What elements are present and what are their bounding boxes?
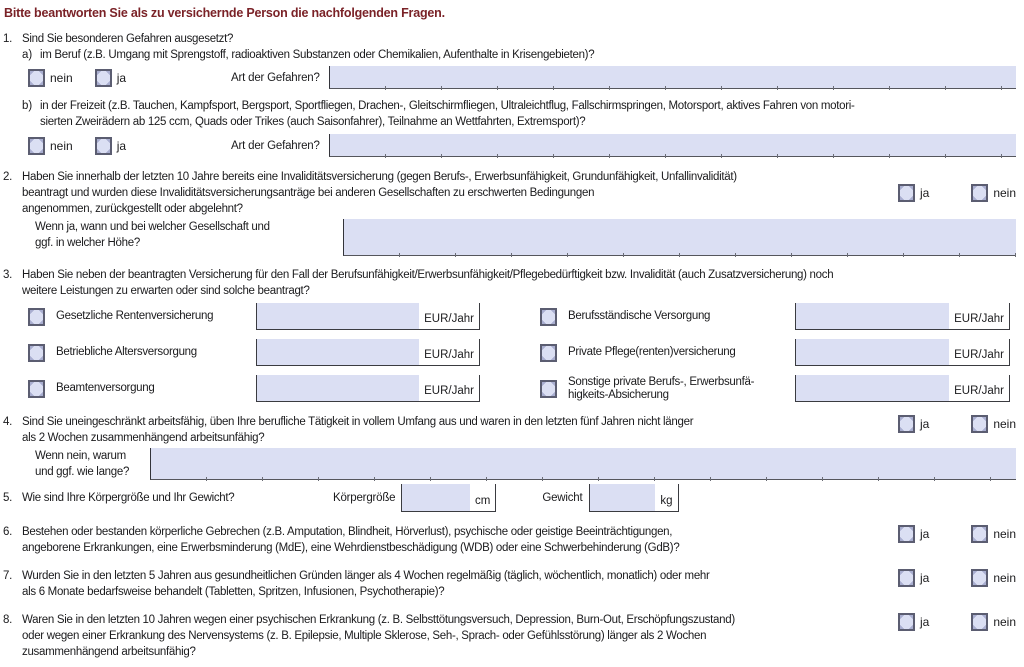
q3-beamtenversorgung-unit: EUR/Jahr: [424, 385, 474, 397]
question-7: [3, 568, 1016, 600]
question-8: [3, 612, 1016, 660]
question-1a: [22, 47, 1016, 63]
question-3-number: 3.: [3, 269, 12, 281]
q4-nein-option: [971, 415, 1016, 433]
q1a-gefahren-input[interactable]: [329, 66, 1016, 89]
q3-sonstige-absicherung-unit: EUR/Jahr: [954, 385, 1004, 397]
q2-nein-option: [971, 184, 1016, 202]
question-6: [3, 524, 1016, 556]
q3-sonstige-absicherung-field: [795, 375, 1010, 402]
q3-berufsstaendische-versorgung-field: [795, 303, 1010, 330]
q3-item-private-pflegeversicherung: [540, 339, 1010, 366]
q1a-ja-option: [95, 69, 126, 87]
question-1b-number: b): [22, 100, 33, 112]
q3-private-pflegeversicherung-checkbox[interactable]: [540, 344, 557, 362]
q4-wenn-nein-input[interactable]: [150, 448, 1016, 480]
q4-ja-label: ja: [920, 417, 930, 431]
gewicht-field: [589, 484, 679, 512]
q3-beamtenversorgung-label: Beamtenversorgung: [56, 382, 155, 394]
q6-nein-label: nein: [993, 527, 1016, 541]
koerpergroesse-label: Körpergröße: [333, 492, 396, 504]
q1b-ja-label: ja: [116, 138, 127, 153]
q7-janein-group: [898, 569, 1016, 587]
question-5-text: Wie sind Ihre Körpergröße und Ihr Gewicht?: [22, 492, 235, 504]
q3-sonstige-absicherung-input[interactable]: [796, 375, 949, 401]
q6-nein-option: [971, 525, 1016, 543]
question-6-number: 6.: [3, 526, 12, 538]
question-2: [3, 169, 1016, 217]
question-1b-text: in der Freizeit (z.B. Tauchen, Kampfsport, Bergsport, Sportfliegen, Drachen-, Gleitschirmfliegen, Ultraleichtflug, Fallschirmspringen, Motorsport, aktives Fahren von motori- sierten Zweirädern ab 125 ccm, Quads oder Trikes (auch Saisonfahrer), Teilnahme an Wettfahrten, Extremsport)?: [40, 100, 855, 128]
question-6-text: Bestehen oder bestanden körperliche Gebrechen (z.B. Amputation, Blindheit, Hörverlust), psychische oder geistige Beeinträchtigungen, angeborene Erkrankungen, eine Erwerbsminderung (MdE), eine Wehrdienstbeschädigung (WDB) oder eine Schwerbehinderung (GdB)?: [22, 526, 680, 554]
q2-wenn-ja-label: Wenn ja, wann und bei welcher Gesellschaft und ggf. in welcher Höhe?: [35, 221, 270, 249]
q3-betriebliche-altersversorgung-field: [256, 339, 480, 366]
question-3: [3, 267, 1016, 299]
gewicht-label: Gewicht: [542, 492, 583, 504]
question-4-text: Sind Sie uneingeschränkt arbeitsfähig, üben Ihre berufliche Tätigkeit in vollem Umfang aus und waren in den letzten fünf Jahren nicht länger als 2 Wochen zusammenhängend arbeitsunfähig?: [22, 416, 694, 444]
question-7-text: Wurden Sie in den letzten 5 Jahren aus gesundheitlichen Gründen länger als 4 Wochen regelmäßig (täglich, wöchentlich, monatlich) oder mehr als 6 Monate bedarfsweise behandelt (Tabletten, Spritzen, Infusionen, Psychotherapie)?: [22, 570, 710, 598]
question-3-text: Haben Sie neben der beantragten Versicherung für den Fall der Berufsunfähigkeit/Erwerbsunfähigkeit/Pflegebedürftigkeit bzw. Invalidität (auch Zusatzversicherung) noch weitere Leistungen zu erwarten oder sind solche beantragt?: [22, 269, 834, 297]
q1b-gefahren-input[interactable]: [329, 134, 1016, 157]
q4-wenn-nein-row: [35, 448, 1016, 480]
q3-gesetzliche-rentenversicherung-label: Gesetzliche Rentenversicherung: [56, 310, 214, 322]
q3-betriebliche-altersversorgung-unit: EUR/Jahr: [424, 349, 474, 361]
q1a-nein-checkbox[interactable]: [28, 69, 45, 87]
q3-private-pflegeversicherung-field: [795, 339, 1010, 366]
q1b-nein-option: [28, 137, 73, 155]
question-5-number: 5.: [3, 492, 12, 504]
question-8-number: 8.: [3, 614, 12, 626]
q1a-ja-checkbox[interactable]: [95, 69, 112, 87]
question-5: [3, 483, 1016, 513]
q3-private-pflegeversicherung-input[interactable]: [796, 339, 949, 365]
q3-gesetzliche-rentenversicherung-input[interactable]: [257, 303, 419, 329]
q3-berufsstaendische-versorgung-checkbox[interactable]: [540, 308, 557, 326]
q3-item-gesetzliche-rentenversicherung: [28, 303, 480, 330]
question-1b-answer-row: [28, 134, 1016, 157]
q8-nein-option: [971, 613, 1016, 631]
q3-private-pflegeversicherung-unit: EUR/Jahr: [954, 349, 1004, 361]
q4-ja-checkbox[interactable]: [898, 415, 915, 433]
question-1a-answer-row: [28, 66, 1016, 89]
question-1a-number: a): [22, 49, 33, 61]
gewicht-input[interactable]: [590, 484, 656, 511]
q6-nein-checkbox[interactable]: [971, 525, 988, 543]
question-1-number: 1.: [3, 33, 12, 45]
q1a-ja-label: ja: [116, 70, 127, 85]
q3-item-betriebliche-altersversorgung: [28, 339, 480, 366]
q8-ja-option: [898, 613, 929, 631]
question-7-number: 7.: [3, 570, 12, 582]
q3-betriebliche-altersversorgung-input[interactable]: [257, 339, 419, 365]
q1b-nein-checkbox[interactable]: [28, 137, 45, 155]
q2-ja-label: ja: [920, 186, 930, 200]
q4-nein-checkbox[interactable]: [971, 415, 988, 433]
question-2-number: 2.: [3, 171, 12, 183]
q4-wenn-nein-label: Wenn nein, warum und ggf. wie lange?: [35, 450, 130, 478]
q8-ja-label: ja: [920, 615, 930, 629]
question-1-text: Sind Sie besonderen Gefahren ausgesetzt?: [22, 33, 234, 45]
q6-ja-checkbox[interactable]: [898, 525, 915, 543]
q3-item-sonstige-absicherung: [540, 375, 1010, 402]
q3-betriebliche-altersversorgung-label: Betriebliche Altersversorgung: [56, 346, 197, 358]
q1a-gefahren-label: Art der Gefahren?: [231, 71, 320, 84]
q3-gesetzliche-rentenversicherung-field: [256, 303, 480, 330]
q7-ja-checkbox[interactable]: [898, 569, 915, 587]
question-1b: [22, 98, 1016, 130]
q2-janein-group: [898, 184, 1016, 202]
q4-nein-label: nein: [993, 417, 1016, 431]
q2-nein-checkbox[interactable]: [971, 184, 988, 202]
q3-beamtenversorgung-checkbox[interactable]: [28, 380, 45, 398]
q3-gesetzliche-rentenversicherung-checkbox[interactable]: [28, 308, 45, 326]
q1b-nein-label: nein: [50, 138, 73, 153]
q6-ja-label: ja: [920, 527, 930, 541]
q6-ja-option: [898, 525, 929, 543]
q8-ja-checkbox[interactable]: [898, 613, 915, 631]
form-heading: Bitte beantworten Sie als zu versichernde Person die nachfolgenden Fragen.: [4, 6, 445, 20]
question-8-text: Waren Sie in den letzten 10 Jahren wegen einer psychischen Erkrankung (z. B. Selbsttötungsversuch, Depression, Burn-Out, Erschöpfungszustand) oder wegen einer Erkrankung des Nervensystems (z. B. Epilepsie, Multiple Sklerose, Seh-, Sprach- oder Gefühlsstörung) länger als 2 Wochen zusammenhängend arbeitsunfähig?: [22, 614, 735, 658]
q3-berufsstaendische-versorgung-input[interactable]: [796, 303, 949, 329]
q3-beamtenversorgung-input[interactable]: [257, 375, 419, 401]
q7-ja-label: ja: [920, 571, 930, 585]
q4-janein-group: [898, 415, 1016, 433]
q3-berufsstaendische-versorgung-label: Berufsständische Versorgung: [568, 310, 711, 322]
q7-nein-option: [971, 569, 1016, 587]
koerpergroesse-input[interactable]: [402, 484, 470, 511]
question-4-number: 4.: [3, 416, 12, 428]
q8-janein-group: [898, 613, 1016, 631]
question-2-text: Haben Sie innerhalb der letzten 10 Jahre bereits eine Invaliditätsversicherung (gegen Berufs-, Erwerbsunfähigkeit, Grundunfähigkeit, Unfallinvalidität) beantragt und wurden diese Invaliditätsversicherungsanträge bei anderen Gesellschaften zu erschwerten Bedingungen angenommen, zurückgestellt oder abgelehnt?: [22, 171, 737, 215]
q6-janein-group: [898, 525, 1016, 543]
q3-item-beamtenversorgung: [28, 375, 480, 402]
q1b-gefahren-label: Art der Gefahren?: [231, 139, 320, 152]
q7-nein-label: nein: [993, 571, 1016, 585]
q3-gesetzliche-rentenversicherung-unit: EUR/Jahr: [424, 313, 474, 325]
q1b-ja-checkbox[interactable]: [95, 137, 112, 155]
q2-wenn-ja-row: [35, 219, 1016, 256]
kg-unit-label: kg: [660, 495, 673, 507]
q2-wenn-ja-input[interactable]: [343, 219, 1016, 256]
q8-nein-label: nein: [993, 615, 1016, 629]
question-4: [3, 414, 1016, 446]
cm-unit-label: cm: [475, 495, 491, 507]
koerpergroesse-field: [401, 484, 496, 512]
q3-beamtenversorgung-field: [256, 375, 480, 402]
q7-ja-option: [898, 569, 929, 587]
q1a-nein-option: [28, 69, 73, 87]
q3-sonstige-absicherung-checkbox[interactable]: [540, 380, 557, 398]
q3-berufsstaendische-versorgung-unit: EUR/Jahr: [954, 313, 1004, 325]
q3-options-grid: [28, 303, 1016, 402]
q2-ja-checkbox[interactable]: [898, 184, 915, 202]
q2-nein-label: nein: [993, 186, 1016, 200]
question-1: [3, 31, 1016, 47]
q7-nein-checkbox[interactable]: [971, 569, 988, 587]
q2-ja-option: [898, 184, 929, 202]
q3-betriebliche-altersversorgung-checkbox[interactable]: [28, 344, 45, 362]
q1b-ja-option: [95, 137, 126, 155]
q8-nein-checkbox[interactable]: [971, 613, 988, 631]
q3-private-pflegeversicherung-label: Private Pflege(renten)versicherung: [568, 346, 736, 358]
question-1a-text: im Beruf (z.B. Umgang mit Sprengstoff, radioaktiven Substanzen oder Chemikalien, Aufenthalte in Krisengebieten)?: [40, 49, 595, 61]
q3-item-berufsstaendische-versorgung: [540, 303, 1010, 330]
q1a-nein-label: nein: [50, 70, 73, 85]
q4-ja-option: [898, 415, 929, 433]
q3-sonstige-absicherung-label: Sonstige private Berufs-, Erwerbsunfä- higkeits-Absicherung: [568, 375, 755, 401]
